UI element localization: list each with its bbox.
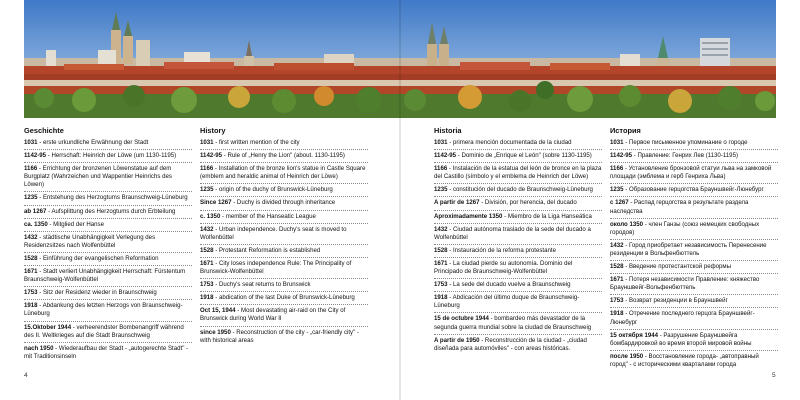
timeline-entry: [610, 152, 778, 163]
entry-text: - Instalación de la estatua del león de bronce en la plaza del Castillo (símbolo y el emblema de Heinrich der Löwe): [434, 165, 602, 181]
entry-text: - Reconstruction of the city - „car-friendly city" - with historical areas: [200, 328, 359, 344]
timeline-entry: [200, 186, 368, 197]
entry-text: - Образование герцогства Брауншвейг-Люнебург: [623, 186, 764, 194]
timeline-entry: [200, 213, 368, 224]
timeline-entry: [200, 281, 368, 292]
entry-year: 1166: [24, 165, 38, 173]
entry-list: [200, 139, 368, 347]
entry-list: [434, 139, 602, 355]
timeline-entry: [434, 226, 602, 245]
entry-year: 15.Oktober 1944: [24, 323, 72, 331]
timeline-entry: [610, 276, 778, 295]
column-title: History: [200, 126, 226, 135]
entry-text: - verheerendster Bombenangriff während des II. Weltkrieges auf die Stadt Braunschweig: [24, 323, 184, 339]
entry-text: - first written mention of the city: [213, 139, 300, 146]
entry-year: 1753: [610, 297, 624, 305]
entry-year: Since 1267: [200, 199, 232, 207]
entry-year: Aproximadamente 1350: [434, 212, 503, 220]
entry-year: 1142-95: [200, 152, 223, 160]
timeline-entry: [610, 332, 778, 351]
timeline-entry: [24, 165, 192, 192]
book-gutter: [399, 0, 401, 400]
timeline-entry: [200, 294, 368, 305]
column-title: История: [610, 126, 641, 135]
entry-text: - Protestant Reformation is established: [213, 246, 321, 254]
entry-text: - Entstehung des Herzogtums Braunschweig-Lüneburg: [37, 194, 188, 202]
entry-text: - Установление бронзовой статуи льва на замковой площади (эмблема и герб Генриха Льва): [610, 165, 772, 181]
entry-year: 1235: [200, 186, 214, 194]
entry-year: 1235: [434, 186, 448, 194]
entry-text: - Abdankung des letzten Herzogs von Braunschweig-Lüneburg: [24, 302, 183, 318]
entry-text: - Sitz der Residenz wieder in Braunschweig: [37, 289, 157, 297]
entry-year: since 1950: [200, 328, 231, 336]
entry-text: - constitución del ducado de Braunschweig-Lüneburg: [447, 186, 593, 194]
entry-text: - städtische Unabhängigkeit Verlegung des Residenzsitzes nach Wolfenbüttel: [24, 233, 156, 249]
timeline-entry: [434, 199, 602, 210]
timeline-entry: [434, 294, 602, 313]
timeline-entry: [24, 152, 192, 163]
entry-year: 1918: [200, 294, 214, 302]
entry-year: 15 октября 1944: [610, 331, 658, 339]
entry-text: - Stadt verliert Unabhängigkeit Herrschaft: Fürstentum Braunschweig-Wolfenbüttel: [24, 268, 186, 284]
entry-year: 1753: [24, 289, 38, 297]
timeline-entry: [200, 260, 368, 279]
timeline-entry: [610, 297, 778, 308]
timeline-entry: [24, 234, 192, 253]
entry-text: - Возврат резиденции в Брауншвейг: [623, 297, 728, 305]
column-title: Geschichte: [24, 126, 64, 135]
entry-text: - primera mención documentada de la ciudad: [447, 139, 572, 146]
timeline-entry: [434, 337, 602, 355]
entry-text: - Город приобретает независимость Перенесение резиденции в Вольфенбюттель: [610, 241, 767, 257]
entry-text: - Einführung der evangelischen Reformation: [37, 254, 159, 262]
timeline-entry: [24, 255, 192, 266]
timeline-entry: [24, 289, 192, 300]
timeline-entry: [434, 260, 602, 279]
entry-text: - Wiederaufbau der Stadt - „autogerechte Stadt" - mit Traditionsinseln: [24, 344, 189, 360]
entry-year: 1918: [24, 302, 38, 310]
entry-text: - Abdicación del último duque de Braunschweig-Lüneburg: [434, 294, 580, 310]
entry-text: - Dominio de „Enrique el León" (sobre 1130-1195): [456, 152, 592, 160]
timeline-entry: [434, 315, 602, 334]
entry-text: - origin of the duchy of Brunswick-Lüneburg: [213, 186, 333, 194]
entry-text: - член Ганзы (союз немецких свободных городов): [610, 220, 760, 236]
timeline-entry: [24, 268, 192, 287]
timeline-entry: [200, 165, 368, 184]
timeline-entry: [434, 186, 602, 197]
entry-year: 1142-95: [434, 152, 457, 160]
timeline-entry: [24, 139, 192, 150]
column-german: [24, 126, 192, 365]
entry-text: - Mitglied der Hanse: [47, 220, 104, 228]
entry-year: 1031: [434, 139, 448, 146]
entry-text: - División, por herencia, del ducado: [479, 199, 577, 207]
entry-year: 1528: [434, 246, 448, 254]
timeline-entry: [610, 353, 778, 371]
timeline-entry: [434, 247, 602, 258]
entry-text: - Отречение последнего герцога Брауншвейг-Люнебург: [610, 310, 755, 326]
entry-year: 1918: [610, 310, 624, 318]
timeline-entry: [434, 281, 602, 292]
entry-year: A partir de 1950: [434, 336, 480, 344]
entry-year: с 1267: [610, 199, 629, 207]
timeline-entry: [610, 186, 778, 197]
entry-list: [610, 139, 778, 371]
entry-year: 1671: [24, 268, 38, 276]
entry-text: - Miembro de la Liga Hanseática: [502, 212, 592, 220]
entry-year: 1031: [200, 139, 214, 146]
page-number-left: 4: [24, 372, 28, 379]
entry-text: - Urban independence. Duchy's seat is moved to Wolfenbüttel: [200, 225, 347, 241]
entry-year: 15 de octubre 1944: [434, 315, 489, 323]
entry-text: - Instauración de la reforma protestante: [447, 246, 556, 254]
entry-text: - Reconstrucción de la ciudad - „ciudad diseñada para automóviles" - con areas históricas.: [434, 336, 587, 352]
timeline-entry: [24, 324, 192, 343]
entry-year: 1142-95: [610, 152, 633, 160]
entry-text: - Rule of „Henry the Lion" (about. 1130-1195): [222, 152, 345, 160]
entry-year: A partir de 1267: [434, 199, 480, 207]
timeline-entry: [24, 194, 192, 205]
city-panorama-left: [24, 0, 400, 118]
entry-year: 1166: [434, 165, 448, 173]
entry-year: Oct 15, 1944: [200, 307, 236, 315]
entry-year: 1671: [434, 259, 448, 267]
entry-text: - City loses independence Rule: The Principality of Brunswick-Wolfenbüttel: [200, 259, 352, 276]
entry-year: 1432: [24, 233, 38, 241]
timeline-entry: [200, 307, 368, 326]
entry-text: - Installation of the bronze lion's statue in Castle Square (emblem and heraldic animal of Heinrich der Löwe): [200, 165, 366, 181]
timeline-entry: [434, 213, 602, 224]
timeline-entry: [200, 226, 368, 245]
timeline-entry: [24, 302, 192, 321]
entry-year: 1528: [200, 246, 214, 254]
timeline-entry: [200, 329, 368, 347]
timeline-entry: [200, 247, 368, 258]
timeline-entry: [434, 165, 602, 184]
entry-year: 1753: [434, 281, 448, 289]
entry-year: 1671: [200, 259, 214, 267]
entry-text: - La ciudad pierde su autonomía. Dominio del Principado de Braunschweig-Wolfenbüttel: [434, 259, 573, 276]
timeline-entry: [434, 139, 602, 150]
entry-text: - Aufsplittung des Herzogtums durch Erbteilung: [46, 207, 176, 215]
column-spanish: [434, 126, 602, 357]
entry-text: - Потеря независимости Правление: княжество Брауншвейг-Вольфенбюттель: [610, 276, 760, 292]
timeline-entry: [200, 152, 368, 163]
entry-text: - Разрушение Брауншвейга бомбардировкой во время второй мировой войны: [610, 331, 752, 347]
entry-year: 1142-95: [24, 152, 47, 160]
entry-year: 1235: [24, 194, 38, 202]
entry-text: - Ciudad autónoma traslado de la sede del ducado a Wolfenbüttel: [434, 225, 591, 241]
timeline-entry: [610, 263, 778, 274]
entry-text: - Errichtung der bronzenen Löwenstatue auf dem Burgplatz (Wahrzeichen und Wappentier Heinrichs des Löwen): [24, 165, 172, 189]
entry-year: 1432: [434, 225, 448, 233]
entry-year: 1432: [610, 241, 624, 249]
column-title: Historia: [434, 126, 462, 135]
entry-text: - Herrschaft: Heinrich der Löwe (um 1130-1195): [46, 152, 177, 160]
entry-text: - Most devastating air-raid on the City of Brunswick during World War II: [200, 307, 346, 323]
entry-text: - Введение протестантской реформы: [623, 263, 731, 271]
entry-year: 1235: [610, 186, 624, 194]
entry-text: - Восстановление города- „автоправный город" - с историческими кварталами города: [610, 352, 759, 368]
entry-text: - abdication of the last Duke of Brunswick-Lüneburg: [213, 294, 355, 302]
timeline-entry: [610, 242, 778, 261]
column-english: [200, 126, 368, 349]
entry-year: 1918: [434, 294, 448, 302]
entry-text: - Распад герцогства в результате раздела наследства: [610, 199, 749, 215]
entry-text: - La sede del ducado vuelve a Braunschweig: [447, 281, 571, 289]
entry-year: 1528: [24, 254, 38, 262]
timeline-entry: [610, 310, 778, 329]
entry-text: - Duchy is divided through inheritance: [231, 199, 336, 207]
entry-year: 1753: [200, 281, 214, 289]
timeline-entry: [24, 208, 192, 219]
entry-year: 1432: [200, 225, 214, 233]
timeline-entry: [610, 139, 778, 150]
entry-text: - Duchy's seat returns to Brunswick: [213, 281, 311, 289]
timeline-entry: [24, 345, 192, 363]
entry-year: 1671: [610, 276, 624, 284]
entry-text: - Правление: Генрих Лев (1130-1195): [632, 152, 738, 160]
entry-year: ca. 1350: [24, 220, 48, 228]
timeline-entry: [200, 139, 368, 150]
timeline-entry: [200, 199, 368, 210]
timeline-entry: [24, 221, 192, 232]
column-russian: [610, 126, 778, 373]
timeline-entry: [610, 199, 778, 218]
entry-year: после 1950: [610, 352, 644, 360]
entry-year: nach 1950: [24, 344, 54, 352]
entry-year: c. 1350: [200, 212, 221, 220]
entry-year: ab 1267: [24, 207, 47, 215]
entry-year: 1031: [24, 139, 38, 146]
entry-text: - bombardeo más devastador de la segunda guerra mundial sobre la ciudad de Braunschweig: [434, 315, 592, 331]
timeline-entry: [434, 152, 602, 163]
entry-text: - erste urkundliche Erwähnung der Stadt: [37, 139, 149, 146]
page-number-right: 5: [772, 372, 776, 379]
entry-year: 1031: [610, 139, 624, 146]
entry-text: - member of the Hanseatic League: [220, 212, 316, 220]
entry-list: [24, 139, 192, 363]
entry-text: - Первое письменное упоминание о городе: [623, 139, 748, 146]
city-panorama-right: [400, 0, 776, 118]
timeline-entry: [610, 165, 778, 184]
entry-year: около 1350: [610, 220, 644, 228]
entry-year: 1166: [200, 165, 214, 173]
timeline-entry: [610, 221, 778, 240]
entry-year: 1166: [610, 165, 624, 173]
entry-year: 1528: [610, 263, 624, 271]
